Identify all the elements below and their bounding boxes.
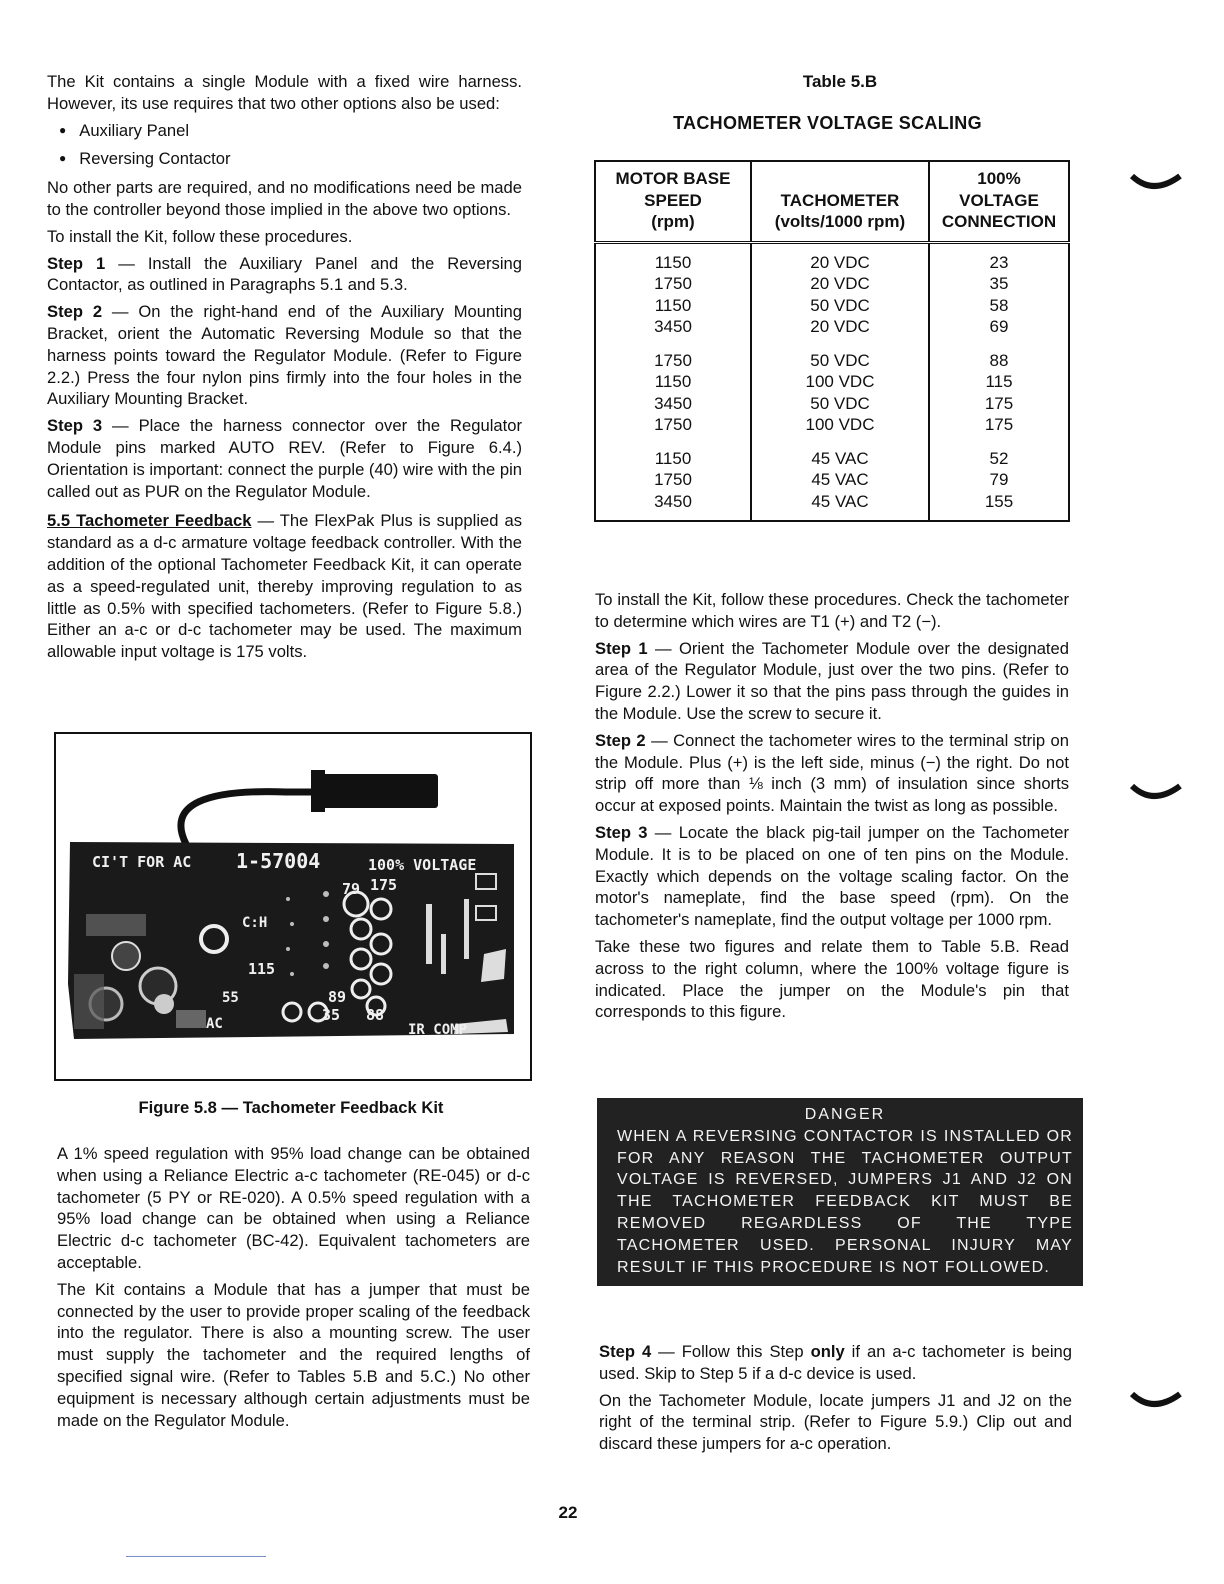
- step-text: — On the right-hand end of the Auxiliary Mounting Bracket, orient the Automatic Reversing Module so that the harness points toward the Regulator Module. (Refer to Figure 2.2.) Press the four nylon pins firmly into the four holes in the Auxiliary Mounting Bracket.: [47, 302, 522, 409]
- install-procedure-paragraph: To install the Kit, follow these procedures. Check the tachometer to determine which wires are T1 (+) and T2 (−).: [595, 590, 1069, 631]
- table-row: [595, 491, 1069, 522]
- header-line: CONNECTION: [941, 212, 1057, 231]
- section-text: — The FlexPak Plus is supplied as standard as a d-c armature voltage feedback controller. With the addition of the optional Tachometer Feedback Kit, it can operate as a speed-regulated unit, thereby improving regulation to as little as 0.5% with specified tachometers. (Refer to Figure 5.8.) Either an a-c or d-c tachometer may be used. The maximum allowable input voltage is 175 volts.: [47, 511, 522, 662]
- cell-connection: 175: [929, 393, 1069, 415]
- board-label: 1-57004: [236, 849, 321, 873]
- cell-tach: 20 VDC: [751, 242, 929, 273]
- table-row: [595, 316, 1069, 342]
- cell-speed: 1150: [654, 252, 692, 272]
- table-row: [595, 371, 1069, 393]
- left-column-bottom: [57, 1143, 530, 1436]
- cell-tach: 45 VAC: [751, 491, 929, 522]
- step-text: — Orient the Tachometer Module over the designated area of the Regulator Module, just over the two pins. (Refer to Figure 2.2.) Lower it so that the pins pass through the guides in the Module. Use the screw to secure it.: [595, 638, 1069, 723]
- list-item: ● Auxiliary Panel: [59, 120, 522, 144]
- board-label: 100% VOLTAGE: [368, 856, 477, 874]
- tachometer-voltage-scaling-table: [594, 160, 1070, 522]
- column-header-voltage-connection: [929, 161, 1069, 242]
- relate-to-table-paragraph: Take these two figures and relate them to Table 5.B. Read across to the right column, where the 100% voltage figure is indicated. Place the jumper on the Module's pin that corresponds to this figure.: [595, 936, 1069, 1022]
- section-heading: 5.5 Tachometer Feedback: [47, 511, 252, 531]
- step-text: — Place the harness connector over the Regulator Module pins marked AUTO REV. (Refer to Figure 6.4.) Orientation is important: connect the purple (40) wire with the pin called out as PUR on the Regulator Module.: [47, 416, 523, 501]
- step-label: Step 4: [599, 1342, 652, 1361]
- board-label: 35: [322, 1006, 341, 1024]
- step-2-paragraph: [595, 730, 1069, 817]
- figure-caption: Figure 5.8 — Tachometer Feedback Kit: [138, 1098, 444, 1117]
- board-label: AC: [206, 1016, 223, 1032]
- install-procedure-intro: To install the Kit, follow these procedures.: [47, 226, 353, 246]
- cell-speed: 1750: [654, 274, 692, 293]
- step-label: Step 2: [595, 730, 646, 750]
- binder-hole-mark-icon: [1128, 1388, 1188, 1418]
- left-column-top: [47, 71, 522, 668]
- step-text: if an a-c tachometer is being used. Skip to Step 5 if a d-c device is used.: [599, 1342, 1072, 1383]
- table-header-row: [595, 161, 1069, 242]
- cell-tach: 20 VDC: [751, 273, 929, 295]
- board-label: 88: [366, 1006, 385, 1024]
- header-line: MOTOR BASE: [615, 169, 731, 188]
- danger-title: DANGER: [804, 1106, 886, 1123]
- table-label: Table 5.B: [802, 72, 878, 91]
- header-line: 100%: [977, 169, 1021, 188]
- cell-speed: 1750: [654, 350, 692, 370]
- column-header-motor-speed: [595, 161, 751, 242]
- table-row: [595, 393, 1069, 415]
- footer-rule: [126, 1556, 266, 1557]
- binder-hole-mark-icon: [1128, 780, 1188, 810]
- cell-speed: 3450: [654, 491, 692, 511]
- board-label: IR COMP: [408, 1022, 468, 1038]
- cell-speed: 1750: [654, 415, 692, 434]
- cell-tach: 50 VDC: [751, 393, 929, 415]
- table-row: [595, 440, 1069, 470]
- step-label: Step 3: [47, 416, 103, 436]
- cell-connection: 79: [929, 469, 1069, 491]
- step-text: — Follow this Step: [651, 1342, 811, 1361]
- list-item: ● Reversing Contactor: [59, 148, 522, 172]
- cell-connection: 69: [929, 316, 1069, 342]
- cell-tach: 45 VAC: [751, 469, 929, 491]
- required-options-list: [47, 120, 522, 173]
- table-group: [595, 242, 1069, 342]
- table-group: [595, 440, 1069, 522]
- danger-warning-box: [597, 1098, 1083, 1286]
- table-row: [595, 242, 1069, 273]
- cell-speed: 1150: [654, 448, 692, 468]
- board-label: 115: [248, 960, 276, 978]
- jumpers-paragraph: On the Tachometer Module, locate jumpers J1 and J2 on the right of the terminal strip. (Refer to Figure 5.9.) Clip out and discard these jumpers for a-c operation.: [599, 1390, 1072, 1454]
- board-label: 175: [370, 876, 398, 894]
- step-text: — Locate the black pig-tail jumper on the Tachometer Module. It is to be placed on one of ten pins on the Module. Exactly which depends on the voltage scaling factor. On the motor's nameplate, find the base speed (rpm). On the tachometer's nameplate, find the output voltage per 1000 rpm.: [595, 822, 1069, 930]
- cell-tach: 20 VDC: [751, 316, 929, 342]
- cell-connection: 52: [929, 440, 1069, 470]
- table-row: [595, 469, 1069, 491]
- board-label: 79: [342, 880, 361, 898]
- board-label: 89: [328, 988, 347, 1006]
- step-4-paragraph: [599, 1341, 1072, 1385]
- no-other-parts-paragraph: No other parts are required, and no modifications need be made to the controller beyond those implied in the above two options.: [47, 178, 522, 219]
- board-label: CI'T FOR AC: [92, 853, 192, 871]
- cell-tach: 50 VDC: [751, 342, 929, 372]
- cell-tach: 45 VAC: [751, 440, 929, 470]
- emphasis-only: only: [810, 1342, 845, 1361]
- cell-connection: 35: [929, 273, 1069, 295]
- table-row: [595, 273, 1069, 295]
- step-label: Step 2: [47, 302, 103, 322]
- step-label: Step 3: [595, 822, 648, 842]
- header-line: (volts/1000 rpm): [774, 212, 906, 231]
- step-label: Step 1: [47, 253, 106, 273]
- header-line: TACHOMETER: [780, 190, 900, 210]
- table-row: [595, 342, 1069, 372]
- table-title: TACHOMETER VOLTAGE SCALING: [673, 113, 982, 133]
- table-row: [595, 414, 1069, 440]
- step-label: Step 1: [595, 638, 648, 658]
- cell-tach: 100 VDC: [751, 414, 929, 440]
- cell-tach: 50 VDC: [751, 295, 929, 317]
- step-text: — Install the Auxiliary Panel and the Reversing Contactor, as outlined in Paragraphs 5.1 and 5.3.: [47, 253, 522, 295]
- table-row: [595, 295, 1069, 317]
- step-2-paragraph: [47, 301, 522, 410]
- column-header-tachometer: [751, 161, 929, 242]
- page-number: 22: [558, 1503, 578, 1522]
- board-label: C:H: [242, 915, 268, 931]
- jumper-plug-icon: [318, 774, 438, 808]
- cell-connection: 155: [929, 491, 1069, 522]
- step-3-paragraph: [595, 822, 1069, 931]
- header-line: VOLTAGE: [959, 190, 1039, 210]
- cell-connection: 115: [929, 371, 1069, 393]
- cell-speed: 1150: [654, 295, 692, 315]
- cell-connection: 88: [929, 342, 1069, 372]
- cell-tach: 100 VDC: [751, 371, 929, 393]
- step-text: — Connect the tachometer wires to the terminal strip on the Module. Plus (+) is the left side, minus (−) the right. Do not strip off more than ⅛ inch (3 mm) of insulation since shorts occur at exposed points. Maintain the twist as long as possible.: [595, 730, 1069, 816]
- cell-speed: 3450: [654, 393, 692, 413]
- cell-speed: 1750: [654, 470, 692, 489]
- table-group: [595, 342, 1069, 440]
- section-5-5-paragraph: [47, 510, 522, 663]
- right-column-top: [595, 589, 1069, 1028]
- header-line: (rpm): [651, 212, 695, 231]
- cell-speed: 3450: [654, 317, 692, 336]
- kit-contents-paragraph: The Kit contains a Module that has a jumper that must be connected by the user to provide proper scaling of the feedback into the regulator. There is also a mounting screw. The user must supply the tachometer and the required lengths of specified signal wire. (Refer to Tables 5.B and 5.C.) No other equipment is necessary although certain adjustments must be made on the Regulator Module.: [57, 1279, 530, 1430]
- cell-connection: 175: [929, 414, 1069, 440]
- step-1-paragraph: [595, 638, 1069, 725]
- header-line: SPEED: [644, 190, 702, 210]
- step-1-paragraph: [47, 253, 522, 297]
- speed-regulation-paragraph: A 1% speed regulation with 95% load change can be obtained when using a Reliance Electric a-c tachometer (RE-045) or d-c tachometer (5 PY or RE-020). A 0.5% speed regulation with a 95% load change can be obtained when using a Reliance Electric d-c tachometer (BC-42). Equivalent tachometers are acceptable.: [57, 1144, 530, 1272]
- cell-connection: 23: [929, 242, 1069, 273]
- kit-intro-paragraph: The Kit contains a single Module with a fixed wire harness. However, its use requires that two other options also be used:: [47, 72, 522, 113]
- danger-text: WHEN A REVERSING CONTACTOR IS INSTALLED OR FOR ANY REASON THE TACHOMETER OUTPUT VOLTAGE IS REVERSED, JUMPERS J1 AND J2 ON THE TACHOMETER FEEDBACK KIT MUST BE REMOVED REGARDLESS OF THE TYPE TACHOMETER USED. PERSONAL INJURY MAY RESULT IF THIS PROCEDURE IS NOT FOLLOWED.: [617, 1127, 1073, 1276]
- tachometer-kit-photo: [54, 732, 532, 1081]
- right-column-bottom: [599, 1341, 1072, 1460]
- cell-connection: 58: [929, 295, 1069, 317]
- binder-hole-mark-icon: [1128, 170, 1188, 200]
- step-3-paragraph: [47, 415, 522, 502]
- cell-speed: 1150: [654, 372, 692, 391]
- board-label: 55: [222, 990, 239, 1006]
